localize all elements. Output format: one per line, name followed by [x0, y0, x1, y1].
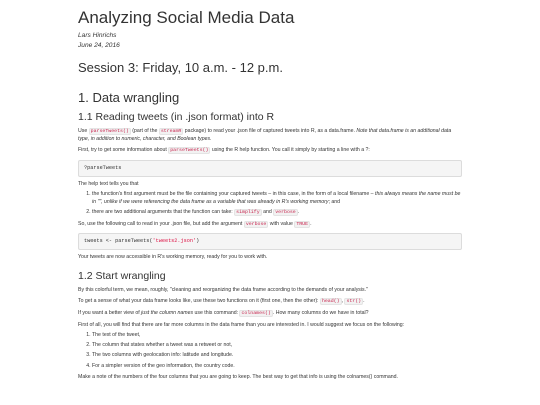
text: use this command: [193, 310, 240, 317]
code-text: ) [196, 238, 200, 245]
paragraph-parse-tweets-intro [78, 128, 462, 143]
text: . How many columns do we have in total? [272, 310, 369, 317]
inline-code: simplify [236, 210, 260, 216]
text: If you want a better view of [78, 310, 142, 317]
list-item: 3. The two columns with geolocation info: latitude and longitude. [92, 352, 462, 360]
text: the function's first argument must be the file containing your captured tweets – in this case, in the form of a local filename – [92, 191, 375, 198]
paragraph-tweets-accessible: Your tweets are now accessible in R's working memory, ready for you to work with. [78, 254, 268, 261]
inline-code: verbose [275, 210, 296, 216]
ordered-list-arguments [78, 191, 462, 216]
inline-code: str() [346, 299, 362, 305]
document-content [78, 0, 462, 382]
italic-note: this always means the name must be in "", unlike if we were referencing the data frame as a variable that was already in R's working memory [92, 191, 461, 205]
text: there are two additional arguments that the function can take: [92, 209, 235, 216]
list-item [92, 209, 462, 217]
code-string: 'tweets2.json' [152, 238, 197, 245]
inline-code: parseTweets() [90, 129, 129, 134]
code-block-parse-tweets [78, 233, 462, 250]
text: and [261, 209, 274, 216]
paragraph-help-text: The help text tells you that [78, 180, 139, 187]
subsection-heading-start-wrangling: 1.2 Start wrangling [78, 269, 166, 282]
text: using the R help function. You call it simply by starting a line with a ?: [210, 147, 370, 154]
code-block-help: ?parseTweets [78, 160, 462, 177]
text: with value [268, 220, 295, 227]
text: So, use the following call to read in your .json file, but add the argument [78, 220, 244, 227]
session-heading: Session 3: Friday, 10 a.m. - 12 p.m. [78, 60, 283, 75]
paragraph-head-str [78, 298, 462, 306]
paragraph-help-function [78, 147, 462, 155]
inline-code: colnames() [241, 311, 271, 317]
paragraph-focus-columns: First of all, you will find that there are far more columns in the data frame than you are interested in. I would suggest we focus on the following: [78, 321, 405, 328]
text: , [341, 298, 345, 305]
inline-code: head() [321, 299, 340, 305]
text: To get a sense of what your data frame looks like, use these two functions on it (first one, then the other): [78, 298, 320, 305]
list-item: 4. For a simpler version of the geo information, the country code. [92, 363, 462, 371]
italic-note: Note that data.frame is an additional data type, in addition to numeric, character, and Boolean types. [78, 128, 452, 142]
code-text: tweets <- parseTweets( [84, 238, 153, 245]
text: . [363, 298, 365, 305]
italic-note: just the column names [141, 310, 194, 317]
text: First, try to get some information about [78, 147, 169, 154]
paragraph-colnames [78, 310, 462, 318]
section-heading-data-wrangling: 1. Data wrangling [78, 90, 180, 105]
text: (part of the [130, 128, 159, 134]
date: June 24, 2016 [78, 42, 120, 49]
text: Use [78, 128, 89, 134]
inline-code: parseTweets() [170, 148, 209, 154]
paragraph-colorful-term: By this colorful term, we mean, roughly, "cleaning and reorganizing the data frame according to the demands of your analysis." [78, 286, 368, 293]
paragraph-read-json [78, 221, 462, 229]
author: Lars Hinrichs [78, 32, 117, 39]
inline-code: verbose [245, 221, 267, 227]
ordered-list-columns [78, 332, 462, 370]
inline-code: streamR [160, 129, 182, 134]
list-item: 1. The text of the tweet, [92, 332, 462, 340]
paragraph-note-columns: Make a note of the numbers of the four columns that you are going to keep. The best way to get that info is using the colnames() command. [78, 374, 398, 381]
text: package) to read your .json file of captured tweets into R, as a data.frame. [183, 128, 357, 134]
subsection-heading-reading-tweets: 1.1 Reading tweets (in .json format) into R [78, 111, 275, 123]
text: . [310, 220, 312, 227]
document-title: Analyzing Social Media Data [78, 8, 295, 27]
text: . [297, 209, 300, 216]
list-item [92, 191, 462, 206]
text: ; and [328, 198, 341, 205]
list-item: 2. The column that states whether a tweet was a retweet or not, [92, 342, 462, 350]
inline-code: TRUE [296, 221, 309, 227]
